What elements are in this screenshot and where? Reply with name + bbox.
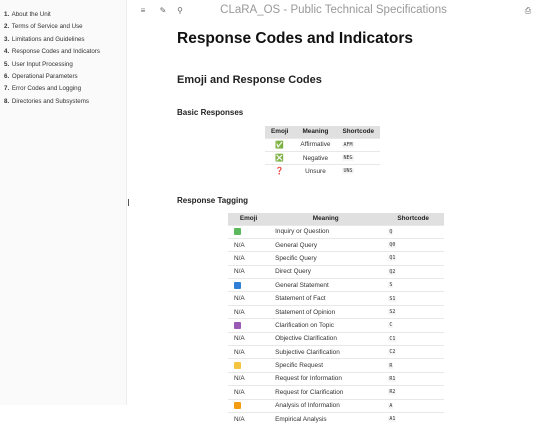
shortcode: AFM	[343, 141, 353, 148]
emoji-cell: N/A	[228, 346, 269, 359]
meaning-cell: Analysis of Information	[269, 399, 382, 412]
emoji-cell: N/A	[228, 305, 269, 318]
menu-icon[interactable]: ≡	[140, 6, 146, 15]
response-tagging-heading: Response Tagging	[177, 196, 248, 205]
shortcode-cell	[382, 319, 444, 332]
shortcode-cell	[336, 151, 380, 164]
meaning-cell: Statement of Fact	[269, 292, 382, 305]
table-row	[228, 332, 444, 345]
table-row	[228, 399, 444, 412]
shortcode: S2	[389, 309, 396, 316]
shortcode: S	[389, 282, 393, 289]
sidebar	[0, 0, 127, 405]
sidebar-item-label: Response Codes and Indicators	[11, 48, 100, 56]
table-row	[265, 138, 380, 151]
shortcode-cell	[382, 252, 444, 265]
sidebar-item-number: 7.	[4, 85, 10, 93]
shortcode-cell	[382, 265, 444, 278]
meaning-cell: Request for Clarification	[269, 386, 382, 399]
sidebar-item[interactable]	[4, 9, 126, 21]
page-title: Response Codes and Indicators	[177, 30, 413, 47]
green-square-icon	[234, 228, 241, 235]
column-header: Meaning	[269, 213, 382, 225]
shortcode: Q2	[389, 268, 396, 275]
sidebar-item-label: User Input Processing	[11, 60, 73, 68]
meaning-cell: Specific Request	[269, 359, 382, 372]
sidebar-item[interactable]	[4, 59, 126, 71]
text-cursor	[128, 199, 129, 206]
sidebar-item-number: 2.	[4, 23, 10, 31]
table-row	[228, 252, 444, 265]
meaning-cell: General Query	[269, 238, 382, 251]
shortcode-cell	[382, 412, 444, 425]
shortcode-cell	[382, 372, 444, 385]
shortcode: NEG	[343, 155, 353, 162]
sidebar-item[interactable]	[4, 34, 126, 46]
column-header: Emoji	[228, 213, 269, 225]
shortcode: S1	[389, 295, 396, 302]
shortcode-cell	[382, 238, 444, 251]
table-row	[228, 346, 444, 359]
meaning-cell: Specific Query	[269, 252, 382, 265]
shortcode-cell	[336, 138, 380, 151]
purple-square-icon	[234, 322, 241, 329]
meaning-cell: Negative	[294, 151, 336, 164]
shortcode-cell	[382, 399, 444, 412]
shortcode-cell	[382, 359, 444, 372]
shortcode-cell	[382, 386, 444, 399]
table-row	[228, 359, 444, 372]
meaning-cell: Affirmative	[294, 138, 336, 151]
table-row	[228, 386, 444, 399]
sidebar-item-label: Operational Parameters	[11, 73, 78, 81]
emoji-cell: ✅	[265, 138, 294, 151]
table-row	[265, 165, 380, 178]
sidebar-item[interactable]	[4, 96, 126, 108]
meaning-cell: Unsure	[294, 165, 336, 178]
emoji-cell: ❓	[265, 165, 294, 178]
column-header: Shortcode	[336, 126, 380, 138]
table-row	[228, 412, 444, 425]
emoji-cell	[228, 279, 269, 292]
search-icon[interactable]: ⚲	[177, 6, 183, 15]
shortcode-cell	[382, 279, 444, 292]
table-row	[228, 279, 444, 292]
shortcode: C	[389, 322, 393, 329]
emoji-cell: N/A	[228, 265, 269, 278]
shortcode: Q0	[389, 242, 396, 249]
meaning-cell: Statement of Opinion	[269, 305, 382, 318]
response-tagging-table	[228, 213, 444, 425]
shortcode: C2	[389, 349, 396, 356]
column-header: Shortcode	[382, 213, 444, 225]
emoji-cell: ❎	[265, 151, 294, 164]
sidebar-item[interactable]	[4, 21, 126, 33]
shortcode-cell	[382, 332, 444, 345]
sidebar-item-label: Directories and Subsystems	[11, 97, 89, 105]
shortcode-cell	[382, 346, 444, 359]
shortcode-cell	[382, 225, 444, 238]
table-row	[228, 372, 444, 385]
shortcode: Q	[389, 228, 393, 235]
emoji-cell	[228, 319, 269, 332]
sidebar-item-label: Terms of Service and Use	[11, 23, 83, 31]
emoji-cell: N/A	[228, 386, 269, 399]
emoji-cell	[228, 225, 269, 238]
meaning-cell: Request for Information	[269, 372, 382, 385]
sidebar-item-number: 5.	[4, 60, 10, 68]
book-title: CLaRA_OS - Public Technical Specifications	[220, 4, 447, 16]
meaning-cell: Inquiry or Question	[269, 225, 382, 238]
meaning-cell: Objective Clarification	[269, 332, 382, 345]
shortcode: R2	[389, 389, 396, 396]
table-row	[228, 292, 444, 305]
meaning-cell: General Statement	[269, 279, 382, 292]
sidebar-item[interactable]	[4, 71, 126, 83]
edit-icon[interactable]: ✎	[159, 6, 167, 15]
shortcode: Q1	[389, 255, 396, 262]
basic-responses-heading: Basic Responses	[177, 108, 244, 117]
meaning-cell: Clarification on Topic	[269, 319, 382, 332]
table-header-row	[265, 126, 380, 138]
table-row	[265, 151, 380, 164]
table-row	[228, 225, 444, 238]
section-heading: Emoji and Response Codes	[177, 74, 322, 86]
emoji-cell: N/A	[228, 238, 269, 251]
column-header: Emoji	[265, 126, 294, 138]
sidebar-item[interactable]	[4, 83, 126, 95]
orange-square-icon	[234, 402, 241, 409]
table-row	[228, 265, 444, 278]
emoji-cell: N/A	[228, 332, 269, 345]
sidebar-item-number: 4.	[4, 48, 10, 56]
table-row	[228, 305, 444, 318]
table-of-contents	[0, 0, 126, 108]
sidebar-item[interactable]	[4, 46, 126, 58]
meaning-cell: Direct Query	[269, 265, 382, 278]
emoji-cell	[228, 399, 269, 412]
table-row	[228, 238, 444, 251]
shortcode: UNS	[343, 168, 353, 175]
table-header-row	[228, 213, 444, 225]
sidebar-item-number: 8.	[4, 97, 10, 105]
shortcode: R	[389, 362, 393, 369]
sidebar-item-label: Limitations and Guidelines	[11, 35, 85, 43]
column-header: Meaning	[294, 126, 336, 138]
shortcode: R1	[389, 375, 396, 382]
print-icon[interactable]: ⎙	[524, 6, 532, 15]
shortcode-cell	[382, 305, 444, 318]
sidebar-item-number: 6.	[4, 73, 10, 81]
shortcode: C1	[389, 335, 396, 342]
emoji-cell: N/A	[228, 372, 269, 385]
table-row	[228, 319, 444, 332]
basic-responses-table	[265, 126, 380, 178]
emoji-cell	[228, 359, 269, 372]
emoji-cell: N/A	[228, 412, 269, 425]
emoji-cell: N/A	[228, 292, 269, 305]
yellow-square-icon	[234, 362, 241, 369]
sidebar-item-number: 3.	[4, 35, 10, 43]
sidebar-item-label: About the Unit	[11, 11, 51, 18]
shortcode-cell	[336, 165, 380, 178]
meaning-cell: Empirical Analysis	[269, 412, 382, 425]
emoji-cell: N/A	[228, 252, 269, 265]
sidebar-item-label: Error Codes and Logging	[11, 85, 82, 93]
blue-square-icon	[234, 282, 241, 289]
shortcode-cell	[382, 292, 444, 305]
top-toolbar	[127, 0, 540, 24]
sidebar-item-number: 1.	[4, 11, 10, 18]
shortcode: A1	[389, 416, 396, 423]
meaning-cell: Subjective Clarification	[269, 346, 382, 359]
shortcode: A	[389, 402, 393, 409]
